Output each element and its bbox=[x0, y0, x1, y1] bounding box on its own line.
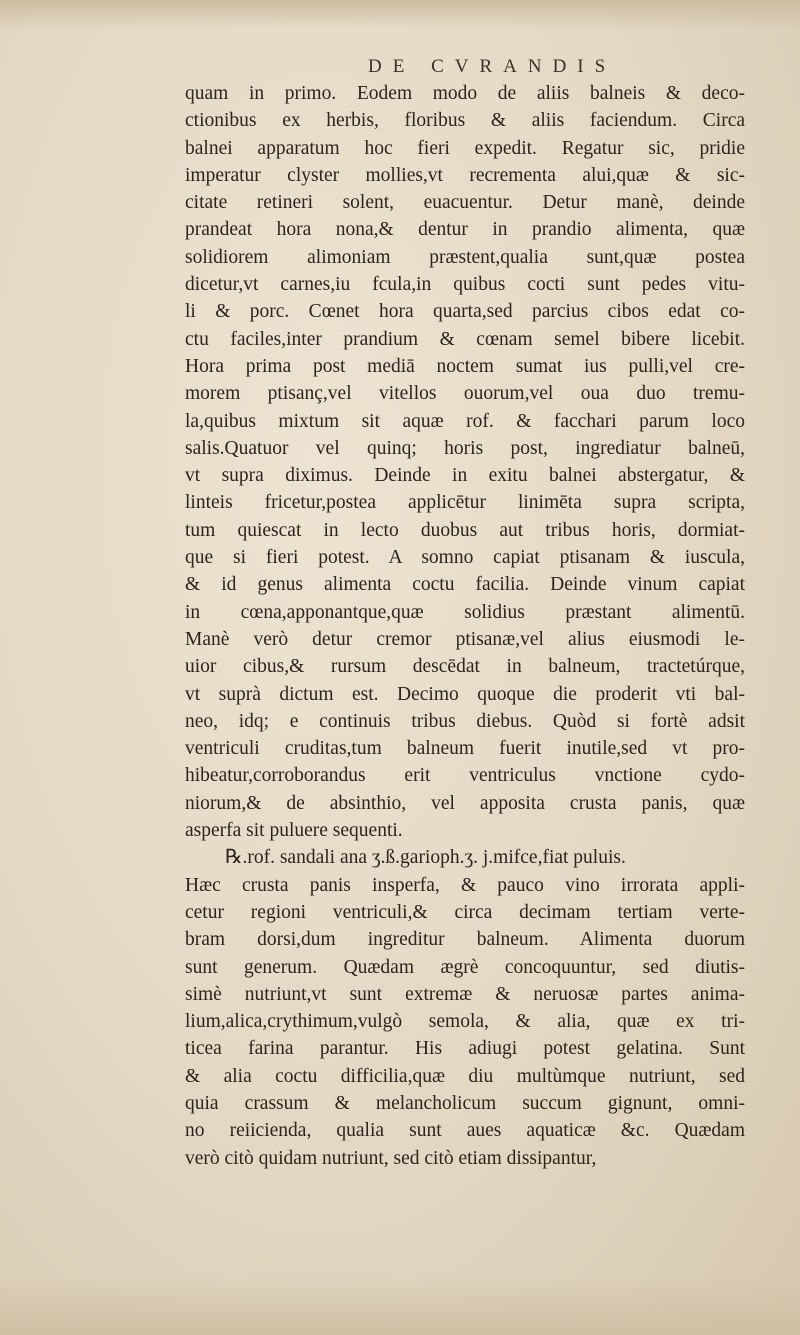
text-line: vt suprà dictum est. Decimo quoque die proderit vti bal- bbox=[185, 683, 745, 705]
text-line: Manè verò detur cremor ptisanæ,vel alius eiusmodi le- bbox=[185, 628, 745, 650]
page-edge-stain-top bbox=[0, 0, 800, 30]
text-line: vt supra diximus. Deinde in exitu balnei abstergatur, & bbox=[185, 465, 745, 487]
text-line: asperfa sit puluere sequenti. bbox=[185, 820, 403, 842]
text-line: salis.Quatuor vel quinq; horis post, ingrediatur balneū, bbox=[185, 437, 745, 459]
text-line: ℞.rof. sandali ana ʒ.ß.garioph.ʒ. j.mifce,fiat puluis. bbox=[225, 847, 626, 869]
page-edge-stain-bottom bbox=[0, 1275, 800, 1335]
text-line: & id genus alimenta coctu facilia. Deinde vinum capiat bbox=[185, 574, 745, 596]
text-line: neo, idq; e continuis tribus diebus. Quòd si fortè adsit bbox=[185, 710, 745, 732]
text-line: Hæc crusta panis insperfa, & pauco vino irrorata appli- bbox=[185, 874, 745, 896]
text-line: uior cibus,& rursum descēdat in balneum, tractetúrque, bbox=[185, 656, 745, 678]
text-line: lium,alica,crythimum,vulgò semola, & alia, quæ ex tri- bbox=[185, 1011, 745, 1033]
text-line: ventriculi cruditas,tum balneum fuerit inutile,sed vt pro- bbox=[185, 738, 745, 760]
text-line: ctionibus ex herbis, floribus & aliis faciendum. Circa bbox=[185, 110, 745, 132]
text-line: hibeatur,corroborandus erit ventriculus vnctione cydo- bbox=[185, 765, 745, 787]
text-line: que si fieri potest. A somno capiat ptisanam & iuscula, bbox=[185, 547, 745, 569]
text-line: quia crassum & melancholicum succum gignunt, omni- bbox=[185, 1092, 745, 1114]
text-line: morem ptisanç,vel vitellos ouorum,vel oua duo tremu- bbox=[185, 383, 745, 405]
text-line: ctu faciles,inter prandium & cœnam semel bibere licebit. bbox=[185, 328, 745, 350]
text-line: citate retineri solent, euacuentur. Detur manè, deinde bbox=[185, 192, 745, 214]
text-line: linteis fricetur,postea applicētur linimēta supra scripta, bbox=[185, 492, 745, 514]
text-line: balnei apparatum hoc fieri expedit. Regatur sic, pridie bbox=[185, 137, 745, 159]
text-line: cetur regioni ventriculi,& circa decimam tertiam verte- bbox=[185, 901, 745, 923]
running-head: DE CVRANDIS bbox=[368, 56, 617, 77]
text-line: sunt generum. Quædam ægrè concoquuntur, sed diutis- bbox=[185, 956, 745, 978]
text-line: simè nutriunt,vt sunt extremæ & neruosæ partes anima- bbox=[185, 983, 745, 1005]
text-line: niorum,& de absinthio, vel apposita crusta panis, quæ bbox=[185, 792, 745, 814]
text-line: verò citò quidam nutriunt, sed citò etiam dissipantur, bbox=[185, 1147, 597, 1169]
text-line: imperatur clyster mollies,vt recrementa alui,quæ & sic- bbox=[185, 164, 745, 186]
text-line: in cœna,apponantque,quæ solidius præstant alimentū. bbox=[185, 601, 745, 623]
text-line: ticea farina parantur. His adiugi potest gelatina. Sunt bbox=[185, 1038, 745, 1060]
text-line: li & porc. Cœnet hora quarta,sed parcius cibos edat co- bbox=[185, 301, 745, 323]
text-line: solidiorem alimoniam præstent,qualia sunt,quæ postea bbox=[185, 246, 745, 268]
text-line: & alia coctu difficilia,quæ diu multùmque nutriunt, sed bbox=[185, 1065, 745, 1087]
text-line: quam in primo. Eodem modo de aliis balneis & deco- bbox=[185, 83, 745, 104]
text-line: tum quiescat in lecto duobus aut tribus horis, dormiat- bbox=[185, 519, 745, 541]
text-line: bram dorsi,dum ingreditur balneum. Alimenta duorum bbox=[185, 929, 745, 951]
text-line: la,quibus mixtum sit aquæ rof. & facchari parum loco bbox=[185, 410, 745, 432]
body-text bbox=[185, 80, 745, 1172]
text-line: dicetur,vt carnes,iu fcula,in quibus cocti sunt pedes vitu- bbox=[185, 274, 745, 296]
text-line: Hora prima post mediā noctem sumat ius pulli,vel cre- bbox=[185, 355, 745, 377]
text-line: no reiicienda, qualia sunt aues aquaticæ &c. Quædam bbox=[185, 1120, 745, 1142]
text-line: prandeat hora nona,& dentur in prandio alimenta, quæ bbox=[185, 219, 745, 241]
